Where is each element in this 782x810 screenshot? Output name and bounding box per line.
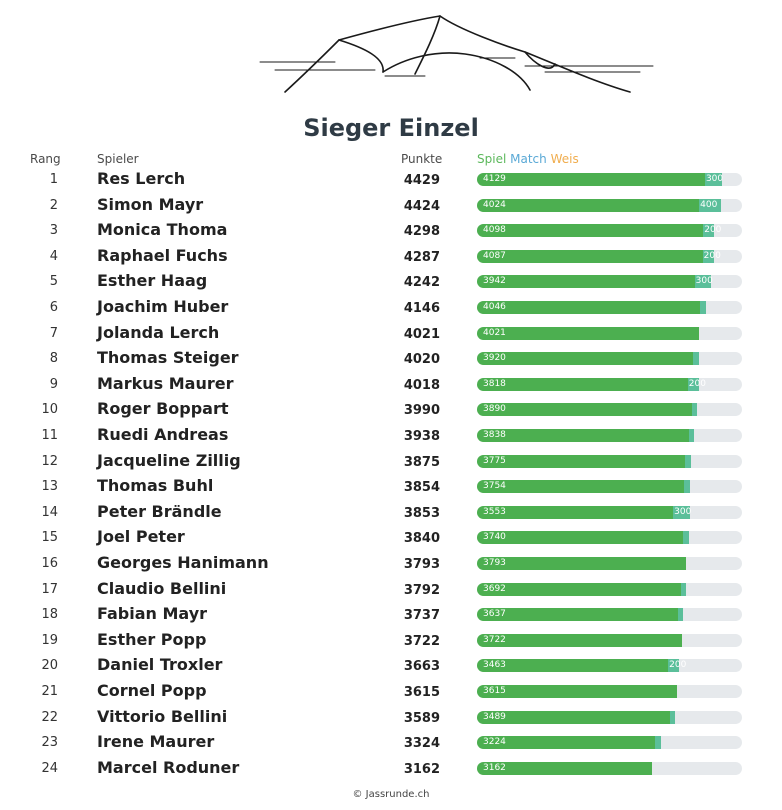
header-spieler: Spieler <box>97 152 139 166</box>
rank-cell: 11 <box>41 428 58 443</box>
player-name: Cornel Popp <box>97 681 207 700</box>
table-row <box>0 297 782 319</box>
rank-cell: 23 <box>41 735 58 751</box>
footer-copyright: © Jassrunde.ch <box>352 789 430 800</box>
player-name: Esther Haag <box>97 271 208 291</box>
bar-spiel <box>477 506 673 519</box>
rank-cell: 1 <box>49 172 58 187</box>
bar-spiel <box>477 224 703 237</box>
table-row <box>0 681 782 703</box>
player-name: Marcel Roduner <box>97 757 240 777</box>
table-row <box>0 425 782 447</box>
bar-spiel-label: 3890 <box>483 404 506 415</box>
player-name: Jolanda Lerch <box>97 322 220 342</box>
bar-track <box>477 762 742 775</box>
legend-match: Match <box>510 152 547 166</box>
bar-spiel <box>477 685 677 698</box>
legend-spiel: Spiel <box>477 152 507 166</box>
rank-cell: 8 <box>49 351 58 367</box>
bar-track <box>477 685 742 698</box>
bar-track <box>477 275 742 288</box>
bar-track <box>477 403 742 416</box>
table-row <box>0 169 782 191</box>
player-name: Esther Popp <box>97 629 207 649</box>
player-name: Joel Peter <box>97 527 185 547</box>
player-name: Raphael Fuchs <box>97 245 228 265</box>
table-row <box>0 758 782 780</box>
bar-track <box>477 608 742 621</box>
table-row <box>0 451 782 473</box>
points-cell: 3162 <box>403 761 440 777</box>
points-cell: 4298 <box>403 224 440 240</box>
bar-spiel-label: 3942 <box>483 276 506 287</box>
bar-match <box>684 480 690 493</box>
bar-spiel-label: 3553 <box>483 506 506 517</box>
bar-spiel-label: 3818 <box>483 378 506 389</box>
bar-spiel-label: 3740 <box>483 532 506 543</box>
player-name: Simon Mayr <box>97 194 204 214</box>
player-name: Thomas Steiger <box>97 348 239 368</box>
bar-spiel <box>477 583 681 596</box>
player-name: Claudio Bellini <box>97 578 227 598</box>
player-name: Monica Thoma <box>97 220 228 240</box>
bar-spiel-label: 3838 <box>483 430 506 440</box>
bar-match <box>683 531 689 544</box>
points-cell: 3737 <box>403 608 440 624</box>
bar-track <box>477 736 742 749</box>
table-row <box>0 399 782 421</box>
bar-spiel <box>477 480 684 493</box>
page-title: Sieger Einzel <box>303 114 479 142</box>
points-cell: 4287 <box>403 249 440 265</box>
player-name: Daniel Troxler <box>97 655 223 675</box>
bar-match <box>685 455 691 468</box>
bar-match <box>681 583 687 596</box>
bar-spiel-label: 3920 <box>483 353 506 364</box>
bar-spiel-label: 4021 <box>483 327 506 338</box>
rank-cell: 22 <box>41 709 58 725</box>
logo-sketch-icon <box>255 14 660 96</box>
player-name: Vittorio Bellini <box>97 706 228 726</box>
table-row <box>0 271 782 293</box>
rank-cell: 18 <box>41 607 58 623</box>
bar-spiel-label: 3754 <box>483 481 506 492</box>
rank-cell: 2 <box>49 197 58 213</box>
table-row <box>0 707 782 729</box>
bar-spiel <box>477 327 699 340</box>
table-row <box>0 579 782 601</box>
player-name: Roger Boppart <box>97 399 229 419</box>
rank-cell: 9 <box>49 376 58 392</box>
table-row <box>0 246 782 268</box>
table-row <box>0 527 782 549</box>
player-name: Jacqueline Zillig <box>97 450 241 470</box>
bar-spiel-label: 3489 <box>483 711 506 722</box>
points-cell: 3840 <box>403 531 440 547</box>
bar-track <box>477 455 742 468</box>
points-cell: 3938 <box>403 429 440 444</box>
bar-spiel <box>477 173 705 186</box>
bar-track <box>477 506 742 519</box>
bar-spiel <box>477 531 683 544</box>
rank-cell: 13 <box>41 479 58 495</box>
points-cell: 3663 <box>403 659 440 675</box>
table-row <box>0 195 782 217</box>
bar-track <box>477 557 742 570</box>
chart-legend <box>477 152 579 166</box>
points-cell: 4146 <box>403 301 440 316</box>
bar-spiel-label: 3615 <box>483 686 506 696</box>
points-cell: 3589 <box>403 710 440 726</box>
player-name: Res Lerch <box>97 169 186 188</box>
player-name: Fabian Mayr <box>97 604 208 624</box>
bar-track <box>477 327 742 340</box>
bar-spiel <box>477 429 689 442</box>
table-row <box>0 502 782 524</box>
rank-cell: 12 <box>41 453 58 469</box>
rank-cell: 14 <box>41 504 58 520</box>
rank-cell: 3 <box>49 223 58 239</box>
points-cell: 4021 <box>403 326 440 342</box>
bar-match-label: 200 <box>688 378 706 389</box>
bar-spiel-label: 3692 <box>483 583 506 594</box>
bar-spiel-label: 3793 <box>483 558 506 568</box>
player-name: Georges Hanimann <box>97 553 269 572</box>
bar-spiel <box>477 557 686 570</box>
bar-track <box>477 352 742 365</box>
bar-spiel <box>477 455 685 468</box>
header-punkte: Punkte <box>401 152 443 166</box>
bar-spiel <box>477 608 678 621</box>
bar-spiel-label: 3775 <box>483 455 506 466</box>
points-cell: 3990 <box>403 403 440 419</box>
bar-match <box>678 608 684 621</box>
bar-match <box>689 429 695 442</box>
rank-cell: 10 <box>41 402 58 418</box>
bar-spiel-label: 3722 <box>483 634 506 645</box>
bar-match-label: 200 <box>704 225 722 236</box>
table-row <box>0 323 782 345</box>
bar-spiel <box>477 301 700 314</box>
bar-track <box>477 429 742 442</box>
bar-match <box>670 711 676 724</box>
table-row <box>0 655 782 677</box>
rank-cell: 19 <box>41 632 58 648</box>
bar-spiel <box>477 199 699 212</box>
player-name: Ruedi Andreas <box>97 425 229 444</box>
bar-track <box>477 301 742 314</box>
bar-spiel-label: 3463 <box>483 660 506 671</box>
rank-cell: 16 <box>41 556 58 571</box>
rank-cell: 17 <box>41 581 58 597</box>
bar-track <box>477 250 742 263</box>
points-cell: 3722 <box>403 633 440 649</box>
bar-spiel-label: 4098 <box>483 225 506 236</box>
rank-cell: 15 <box>41 530 58 546</box>
table-row <box>0 374 782 396</box>
table-row <box>0 630 782 652</box>
table-row <box>0 553 782 575</box>
bar-track <box>477 173 742 186</box>
bar-track <box>477 480 742 493</box>
points-cell: 3853 <box>403 505 440 521</box>
bar-spiel <box>477 378 688 391</box>
bar-match-label: 300 <box>674 506 692 517</box>
bar-match-label: 200 <box>703 250 721 261</box>
bar-spiel-label: 4087 <box>483 250 506 261</box>
bar-track <box>477 634 742 647</box>
bar-spiel-label: 3637 <box>483 609 506 620</box>
bar-match-label: 300 <box>695 276 713 287</box>
table-row <box>0 348 782 370</box>
bar-track <box>477 583 742 596</box>
points-cell: 4242 <box>403 275 440 291</box>
table-row <box>0 476 782 498</box>
bar-match-label: 400 <box>700 199 718 210</box>
bar-track <box>477 224 742 237</box>
points-cell: 3854 <box>403 480 440 496</box>
rank-cell: 7 <box>49 325 58 341</box>
bar-spiel-label: 3162 <box>483 762 506 773</box>
player-name: Irene Maurer <box>97 732 215 752</box>
bar-track <box>477 531 742 544</box>
bar-track <box>477 659 742 672</box>
points-cell: 3793 <box>403 557 440 572</box>
bar-match <box>692 403 698 416</box>
rank-cell: 21 <box>41 684 58 699</box>
points-cell: 3324 <box>403 736 440 752</box>
bar-spiel-label: 4129 <box>483 174 506 184</box>
bar-spiel-label: 4046 <box>483 302 506 312</box>
points-cell: 4424 <box>403 198 440 214</box>
bar-spiel <box>477 634 682 647</box>
bar-track <box>477 199 742 212</box>
bar-track <box>477 711 742 724</box>
rank-cell: 20 <box>41 658 58 674</box>
bar-track <box>477 378 742 391</box>
bar-spiel <box>477 352 693 365</box>
player-name: Peter Brändle <box>97 501 222 521</box>
points-cell: 3615 <box>403 685 440 700</box>
table-row <box>0 732 782 754</box>
rank-cell: 4 <box>49 248 58 264</box>
rank-cell: 24 <box>41 760 58 776</box>
bar-spiel <box>477 275 695 288</box>
bar-spiel <box>477 403 692 416</box>
points-cell: 4020 <box>403 352 440 368</box>
bar-match <box>693 352 699 365</box>
rank-cell: 6 <box>49 300 58 315</box>
bar-match-label: 200 <box>669 660 687 671</box>
points-cell: 3792 <box>403 582 440 598</box>
bar-spiel-label: 4024 <box>483 199 506 210</box>
player-name: Joachim Huber <box>97 297 229 316</box>
rank-cell: 5 <box>49 274 58 290</box>
points-cell: 4018 <box>403 377 440 393</box>
player-name: Markus Maurer <box>97 373 234 393</box>
bar-spiel-label: 3224 <box>483 737 506 748</box>
bar-match <box>700 301 706 314</box>
bar-spiel <box>477 250 703 263</box>
points-cell: 3875 <box>403 454 440 470</box>
table-row <box>0 604 782 626</box>
player-name: Thomas Buhl <box>97 476 214 496</box>
bar-match <box>655 736 661 749</box>
header-rang: Rang <box>30 152 61 166</box>
points-cell: 4429 <box>403 173 440 188</box>
table-row <box>0 220 782 242</box>
bar-match-label: 300 <box>705 174 724 184</box>
legend-weis: Weis <box>550 152 579 166</box>
